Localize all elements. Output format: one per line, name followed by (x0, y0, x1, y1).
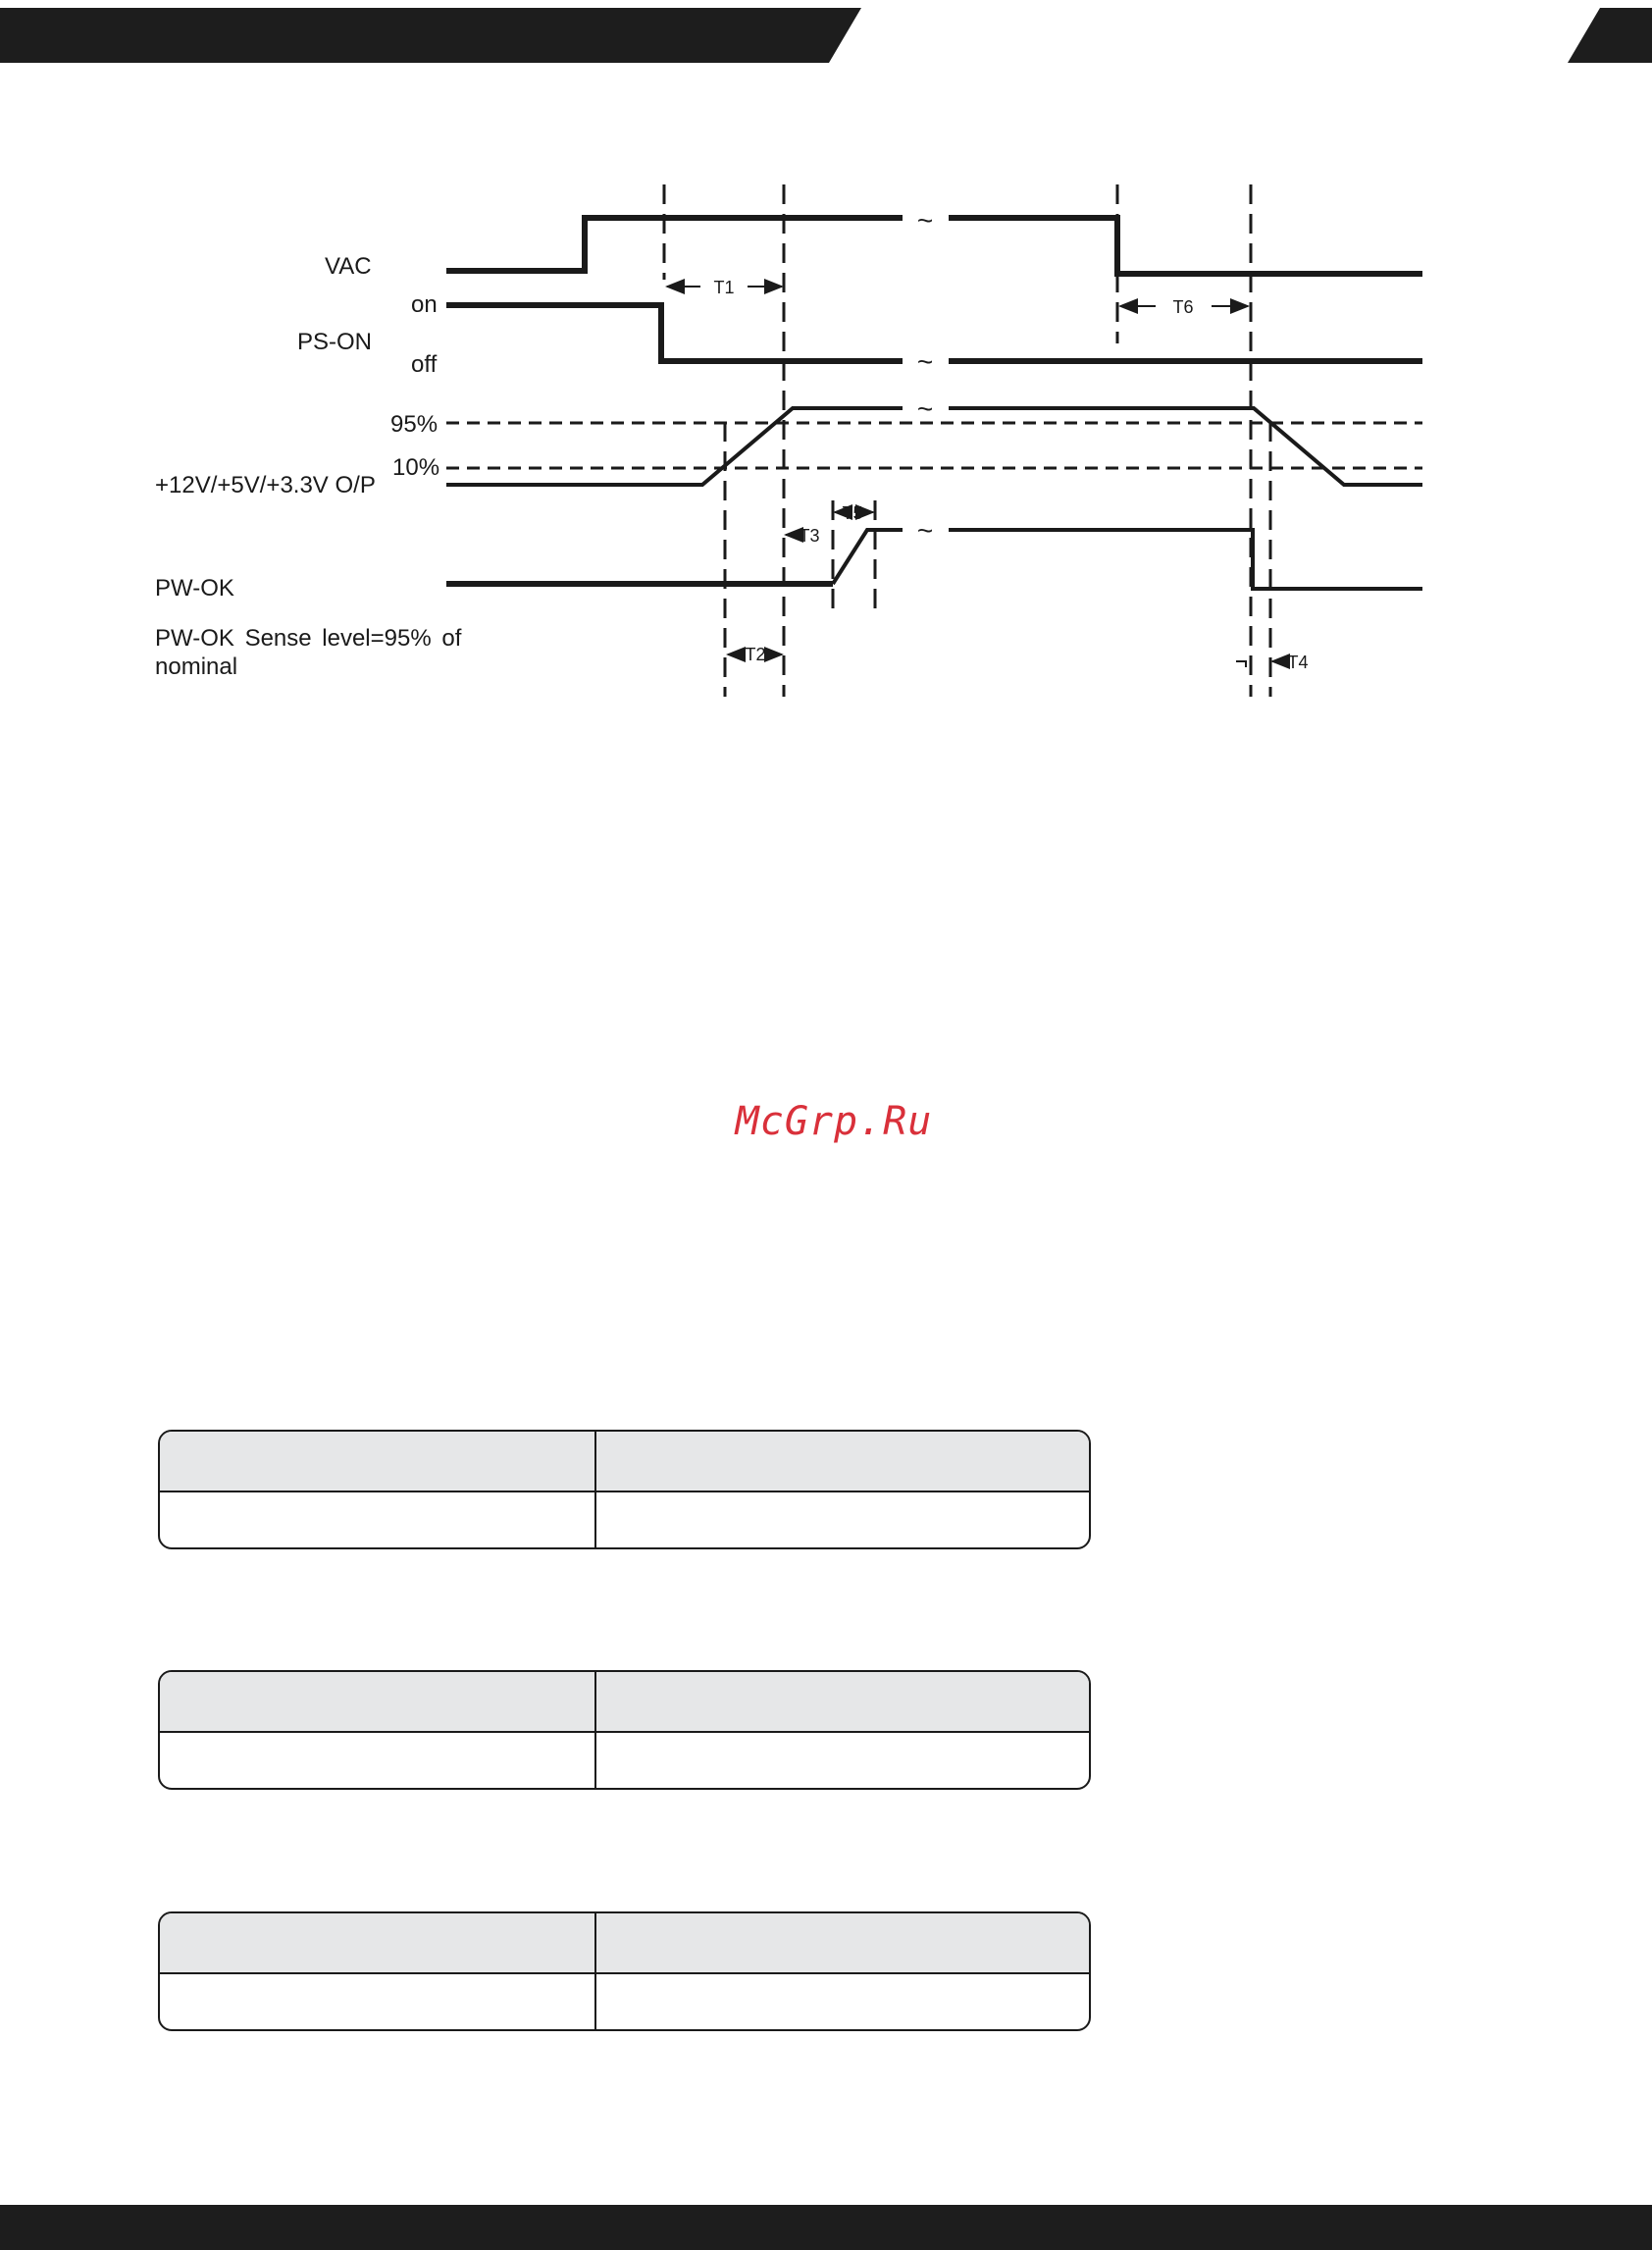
vac-label: VAC (325, 253, 372, 280)
table-cell (596, 1974, 1089, 2031)
vac-wave-right (949, 218, 1422, 274)
spec-table-3 (158, 1911, 1091, 2031)
table-header-cell (160, 1672, 596, 1731)
table-header-cell (596, 1672, 1089, 1731)
waveforms-thin (446, 408, 1422, 589)
table-cell (160, 1492, 596, 1549)
ps-on-label: PS-ON (297, 329, 373, 355)
waveforms (446, 218, 1422, 584)
table-row (160, 1972, 1089, 2031)
timing-arrows (667, 287, 1288, 661)
vac-break: ~ (916, 205, 934, 235)
table-cell (596, 1733, 1089, 1790)
t1-label: T1 (713, 278, 735, 297)
ps-on-wave-left (446, 305, 903, 361)
bottom-band (0, 2205, 1652, 2250)
pw-ok-break: ~ (916, 515, 934, 546)
pw-ok-wave-right (949, 530, 1422, 589)
t4-label: T4 (1287, 653, 1309, 672)
t2-label: T2 (745, 645, 766, 664)
spec-table-2 (158, 1670, 1091, 1790)
table-header-cell (160, 1913, 596, 1972)
table-header-cell (160, 1432, 596, 1491)
timing-labels (713, 278, 1308, 672)
level-95-label: 95% (390, 411, 439, 438)
output-break: ~ (916, 393, 934, 424)
output-wave-left (446, 408, 903, 485)
pw-ok-wave-rise (833, 530, 903, 584)
pw-ok-label: PW-OK (155, 575, 234, 602)
table-cell (160, 1974, 596, 2031)
table-header-row (160, 1672, 1089, 1731)
table-header-cell (596, 1432, 1089, 1491)
ps-on-off-label: off (411, 351, 438, 378)
table-cell (596, 1492, 1089, 1549)
watermark-text: McGrp.Ru (735, 1099, 933, 1144)
table-row (160, 1491, 1089, 1549)
level-10-label: 10% (392, 454, 440, 481)
table-cell (160, 1733, 596, 1790)
break-symbols (917, 205, 933, 546)
t4-tick (1236, 661, 1246, 667)
table-header-row (160, 1432, 1089, 1491)
timing-diagram (0, 0, 1652, 706)
table-row (160, 1731, 1089, 1790)
t5-label: T5 (842, 503, 863, 523)
output-wave-right (949, 408, 1422, 485)
table-header-row (160, 1913, 1089, 1972)
t6-label: T6 (1172, 297, 1194, 317)
pw-ok-sense-note: PW-OK Sense level=95% of nominal (155, 625, 462, 680)
vac-wave-left (446, 218, 903, 271)
signal-labels (155, 253, 439, 602)
output-label: +12V/+5V/+3.3V O/P (155, 472, 376, 498)
spec-table-1 (158, 1430, 1091, 1549)
ps-on-break: ~ (916, 346, 934, 377)
t3-label: T3 (799, 526, 820, 546)
ps-on-on-label: on (411, 291, 438, 318)
table-header-cell (596, 1913, 1089, 1972)
